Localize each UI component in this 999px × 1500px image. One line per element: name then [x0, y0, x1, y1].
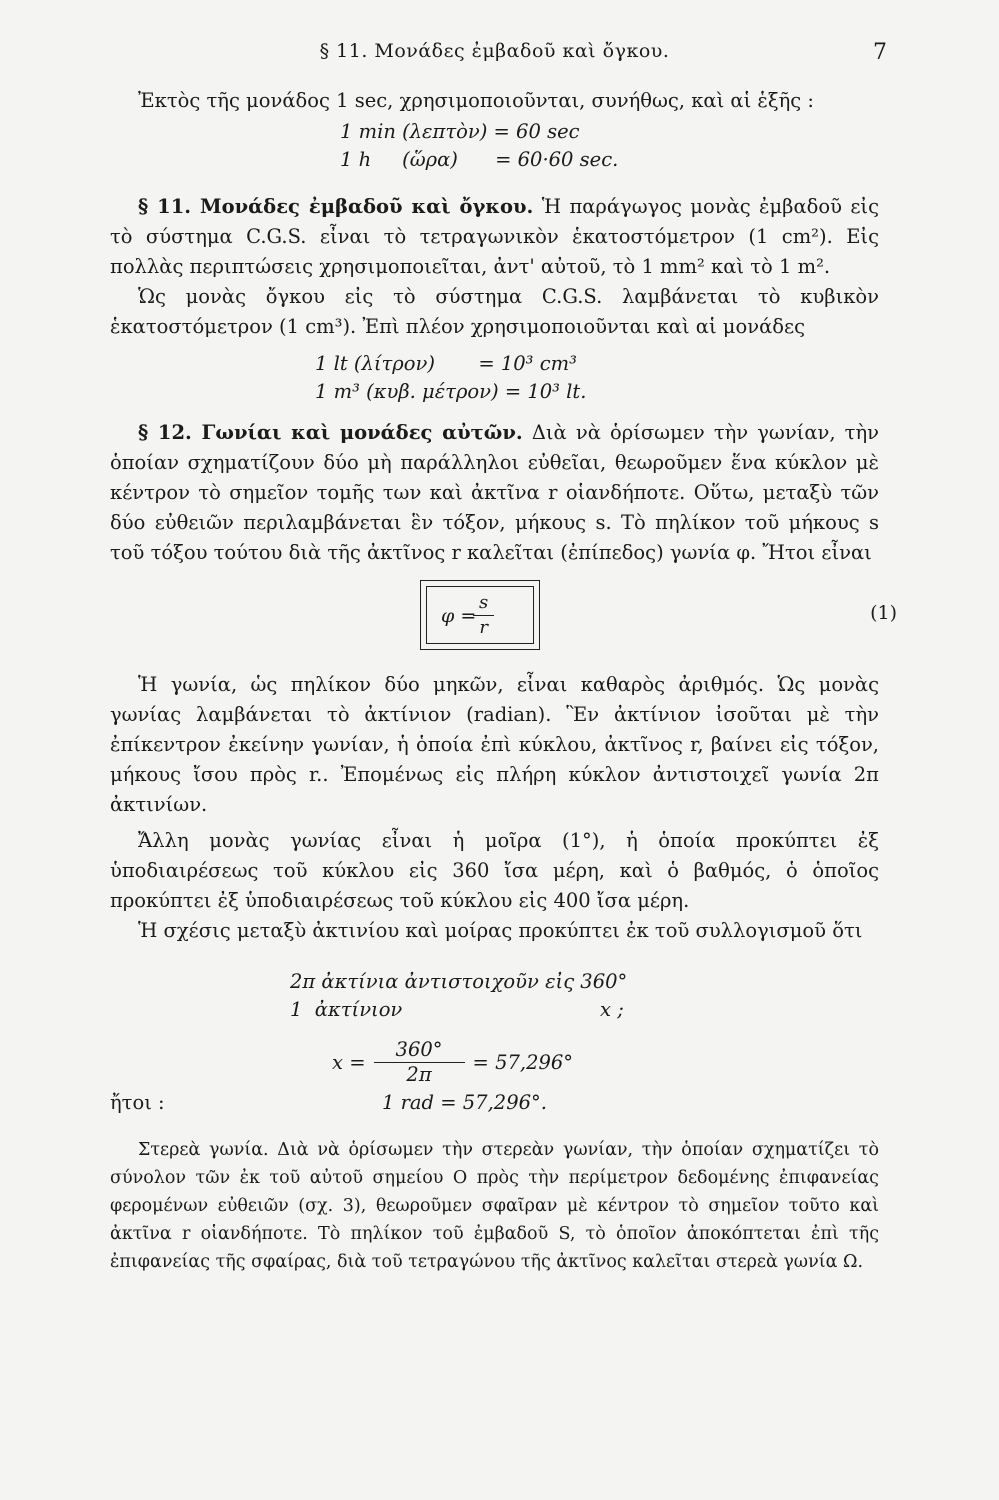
formula-outer-frame	[420, 580, 540, 650]
x-equation-denominator: 2π	[406, 1063, 432, 1086]
formula-inner-frame	[426, 586, 534, 644]
radian-paragraph: Ἡ γωνία, ὡς πηλίκον δύο μηκῶν, εἶναι καθαρὸς ἀριθμός. Ὡς μονὰς γωνίας λαμβάνεται τὸ ἀκτίνιον (radian). Ἓν ἀκτίνιον ἰσοῦται μὲ τὴν ἐπίκεντρον ἐκείνην γωνίαν, ἡ ὁποία ἐπὶ κύκλου, ἀκτῖνος r, βαίνει εἰς τόξον, μήκους ἴσου πρὸς r.. Ἐπομένως εἰς πλήρη κύκλον ἀντιστοιχεῖ γωνία 2π ἀκτινίων.	[110, 673, 879, 816]
x-equation-numerator: 360°	[374, 1038, 465, 1063]
running-title: § 11. Μονάδες ἐμβαδοῦ καὶ ὄγκου.	[319, 40, 670, 62]
syllogism-line-2-right: x ;	[600, 998, 624, 1021]
syllogism-line-1: 2π ἀκτίνια ἀντιστοιχοῦν εἰς 360°	[290, 970, 628, 993]
x-equation-lhs: x =	[332, 1050, 366, 1074]
x-equation-rhs: = 57,296°	[472, 1050, 574, 1074]
x-equation	[332, 1038, 879, 1087]
angle-formula-box	[110, 580, 897, 660]
page-number: 7	[873, 40, 887, 65]
formula-numerator: s	[473, 591, 494, 616]
htoi-equation: 1 rad = 57,296°.	[382, 1091, 547, 1114]
intro-paragraph: Ἐκτὸς τῆς μονάδος 1 sec, χρησιμοποιοῦνται, συνήθως, καὶ αἱ ἑξῆς :	[138, 89, 814, 112]
section-11-paragraph	[110, 192, 879, 282]
section-11-heading: § 11. Μονάδες ἐμβαδοῦ καὶ ὄγκου.	[138, 195, 534, 218]
solid-angle-block	[110, 1136, 879, 1276]
relation-paragraph: Ἡ σχέσις μεταξὺ ἀκτινίου καὶ μοίρας προκύπτει ἐκ τοῦ συλλογισμοῦ ὅτι	[138, 919, 863, 942]
syllogism-line-2	[290, 996, 879, 1024]
equation-number: (1)	[870, 602, 897, 624]
syllogism-line-2-left: 1 ἀκτίνιον	[290, 998, 403, 1021]
running-header	[110, 40, 887, 76]
section-12-text-1: Διὰ νὰ ὁρίσωμεν τὴν γωνίαν, τὴν ὁποίαν σχηματίζουν δύο μὴ παράλληλοι εὐθεῖαι, θεωροῦμεν ἕνα κύκλον μὲ κέντρον τὸ σημεῖον τομῆς των καὶ ἀκτῖνα r οἱανδήποτε. Οὕτω, μεταξὺ τῶν δύο εὐθειῶν περιλαμβάνεται ἓν τόξον, μήκους s. Τὸ πηλίκον τοῦ μήκους s τοῦ τόξου τούτου διὰ τῆς ἀκτῖνος r καλεῖται (ἐπίπεδος) γωνία φ. Ἤτοι εἶναι	[110, 421, 880, 564]
section-12-heading: § 12. Γωνίαι καὶ μονάδες αὐτῶν.	[138, 421, 523, 444]
htoi-row	[110, 1091, 879, 1114]
volume-equation-2: 1 m³ (κυβ. μέτρον) = 10³ lt.	[315, 380, 587, 403]
section-11-paragraph-2: Ὡς μονὰς ὄγκου εἰς τὸ σύστημα C.G.S. λαμβάνεται τὸ κυβικὸν ἑκατοστόμετρον (1 cm³). Ἐπὶ πλέον χρησιμοποιοῦνται καὶ αἱ μονάδες	[110, 285, 879, 338]
intro-equation-2: 1 h (ὥρα) = 60·60 sec.	[340, 148, 619, 171]
formula-denominator: r	[479, 617, 488, 638]
degree-paragraph: Ἄλλη μονὰς γωνίας εἶναι ἡ μοῖρα (1°), ἡ ὁποία προκύπτει ἐξ ὑποδιαιρέσεως τοῦ κύκλου εἰς 360 ἴσα μέρη, καὶ ὁ βαθμός, ὁ ὁποῖος προκύπτει ἐξ ὑποδιαιρέσεως τοῦ κύκλου εἰς 400 ἴσα μέρη.	[110, 829, 879, 912]
section-11-text-1: Ἡ παράγωγος μονὰς ἐμβαδοῦ εἰς τὸ σύστημα C.G.S. εἶναι τὸ τετραγωνικὸν ἑκατοστόμετρον (1 cm²). Εἰς πολλὰς περιπτώσεις χρησιμοποιεῖται, ἀντ' αὐτοῦ, τὸ 1 mm² καὶ τὸ 1 m².	[110, 195, 879, 278]
solid-angle-paragraph: Στερεὰ γωνία. Διὰ νὰ ὁρίσωμεν τὴν στερεὰν γωνίαν, τὴν ὁποίαν σχηματίζει τὸ σύνολον τῶν ἐκ τοῦ αὐτοῦ σημείου O πρὸς τὴν περίμετρον δεδομένης ἐπιφανείας φερομένων εὐθειῶν (σχ. 3), θεωροῦμεν σφαῖραν μὲ κέντρον τὸ σημεῖον τοῦτο καὶ ἀκτῖνα r οἱανδήποτε. Τὸ πηλίκον τοῦ ἐμβαδοῦ S, τὸ ὁποῖον ἀποκόπτεται ἐπὶ τῆς ἐπιφανείας τῆς σφαίρας, διὰ τοῦ τετραγώνου τῆς ἀκτῖνος καλεῖται στερεὰ γωνία Ω.	[110, 1140, 879, 1272]
formula-fraction	[473, 591, 494, 640]
htoi-label: ἤτοι :	[110, 1091, 165, 1114]
formula-lhs: φ =	[441, 605, 477, 627]
intro-equation-1: 1 min (λεπτὸν) = 60 sec	[340, 120, 580, 143]
section-12-paragraph	[110, 418, 879, 568]
volume-equation-1: 1 lt (λίτρον) = 10³ cm³	[315, 352, 577, 375]
x-equation-fraction	[374, 1038, 465, 1087]
